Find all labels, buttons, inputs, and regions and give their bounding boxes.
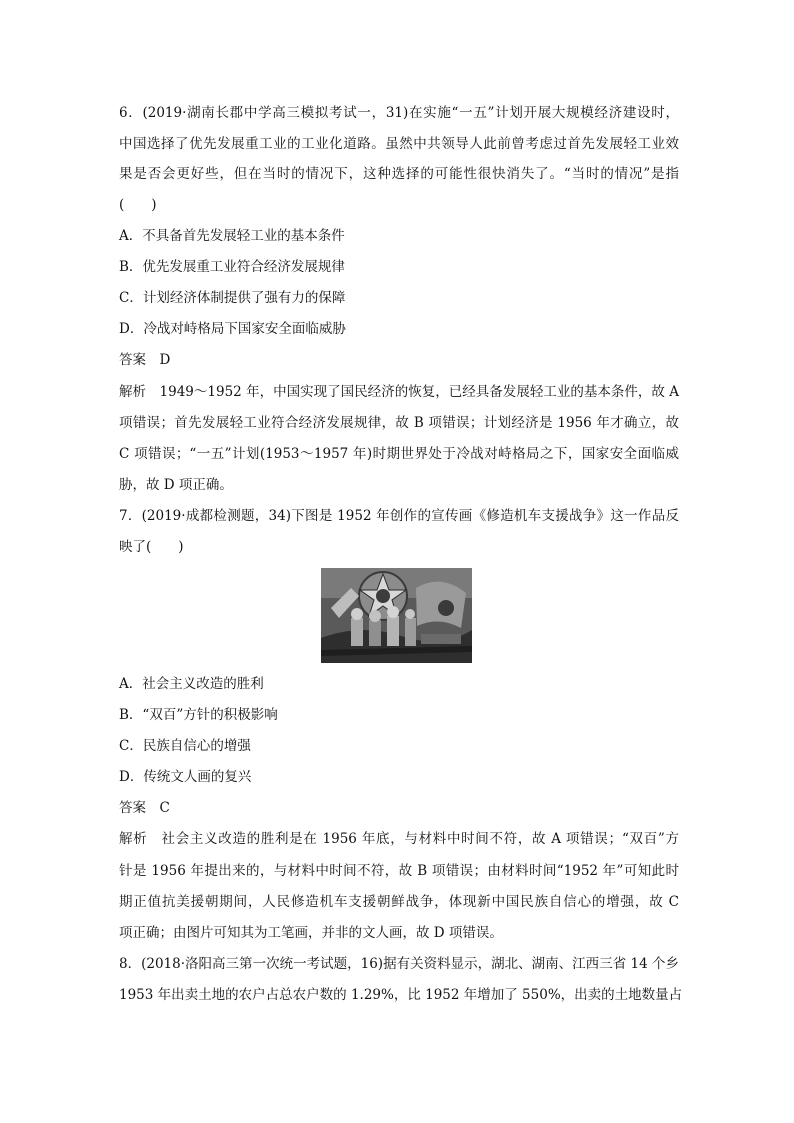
q6-analysis-line-3: C 项错误；“一五”计划(1953～1957 年)时期世界处于冷战对峙格局之下，国家安全面临威 [119, 446, 679, 462]
q7-stem-line-1: 7．(2019·成都检测题，34)下图是 1952 年创作的宣传画《修造机车支援战争》这一作品反 [119, 508, 679, 524]
q7-stem-line-2: 映了( ) [119, 539, 184, 555]
q6-option-c: C．计划经济体制提供了强有力的保障 [119, 290, 346, 306]
q7-analysis-line-2: 针是 1956 年提出来的，与材料中时间不符，故 B 项错误；由材料时间“1952 年”可知此时 [119, 863, 679, 879]
q6-stem-line-2: 中国选择了优先发展重工业的工业化道路。虽然中共领导人此前曾考虑过首先发展轻工业效 [119, 136, 679, 152]
q7-analysis-line-3: 期正值抗美援朝期间，人民修造机车支援朝鲜战争，体现新中国民族自信心的增强，故 C [119, 894, 679, 910]
q7-analysis-line-4: 项正确；由图片可知其为工笔画，并非的文人画，故 D 项错误。 [119, 925, 503, 941]
q6-option-d: D．冷战对峙格局下国家安全面临威胁 [119, 321, 346, 337]
q6-option-b: B．优先发展重工业符合经济发展规律 [119, 259, 345, 275]
q8-stem-line-1: 8．(2018·洛阳高三第一次统一考试题，16)据有关资料显示，湖北、湖南、江西三省 14 个乡 [119, 956, 679, 972]
q6-stem-line-4: ( ) [119, 197, 157, 213]
q6-analysis-line-1: 解析 1949～1952 年，中国实现了国民经济的恢复，已经具备发展轻工业的基本条件，故 A [119, 384, 679, 400]
q7-answer: 答案 C [119, 800, 170, 816]
q6-analysis-line-4: 胁，故 D 项正确。 [119, 477, 233, 493]
propaganda-poster-image [321, 568, 472, 663]
q7-option-d: D．传统文人画的复兴 [119, 769, 252, 785]
q6-stem-line-1: 6．(2019·湖南长郡中学高三模拟考试一，31)在实施“一五”计划开展大规模经济建设时， [119, 105, 679, 121]
q6-analysis-line-2: 项错误；首先发展轻工业符合经济发展规律，故 B 项错误；计划经济是 1956 年才确立，故 [119, 415, 679, 431]
q7-option-a: A．社会主义改造的胜利 [119, 676, 264, 692]
q7-option-c: C．民族自信心的增强 [119, 738, 251, 754]
q6-stem-line-3: 果是否会更好些，但在当时的情况下，这种选择的可能性很快消失了。“当时的情况”是指 [119, 166, 679, 182]
q6-option-a: A．不具备首先发展轻工业的基本条件 [119, 228, 345, 244]
q8-stem-line-2: 1953 年出卖土地的农户占总农户数的 1.29%，比 1952 年增加了 550%，出卖的土地数量占 [119, 987, 683, 1003]
q7-analysis-line-1: 解析 社会主义改造的胜利是在 1956 年底，与材料中时间不符，故 A 项错误；“双百”方 [119, 831, 679, 847]
q7-option-b: B．“双百”方针的积极影响 [119, 707, 278, 723]
q6-answer: 答案 D [119, 352, 171, 368]
